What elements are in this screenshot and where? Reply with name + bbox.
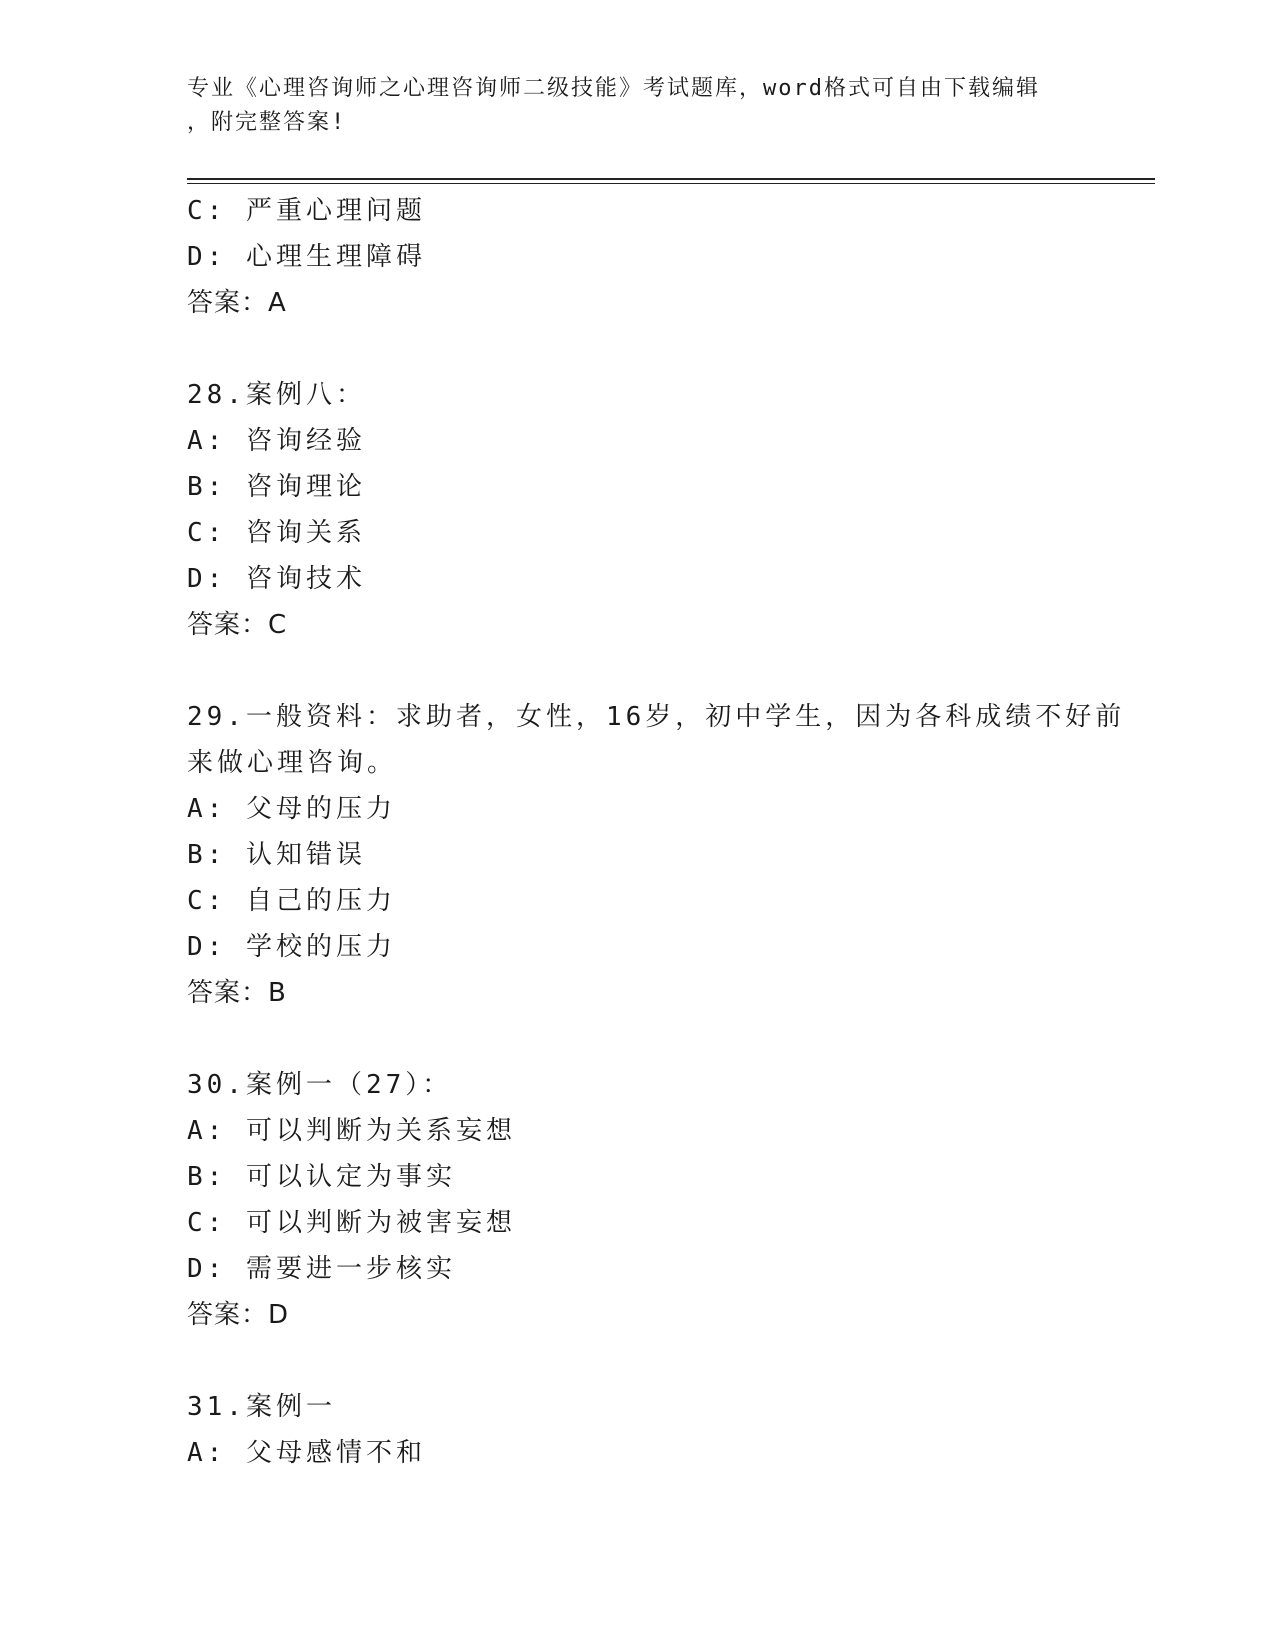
option-c: C: 自己的压力 [187,886,396,916]
option-c: C: 咨询关系 [187,518,366,548]
option-d: D: 学校的压力 [187,932,396,962]
question-27-tail [187,188,1087,326]
question-stem-line-2: 来做心理咨询。 [187,748,398,778]
header-title-line-1: 专业《心理咨询师之心理咨询师二级技能》考试题库，word格式可自由下载编辑 [187,76,1040,101]
option-b: B: 认知错误 [187,840,366,870]
answer-text: 答案：C [187,610,288,640]
option-a: A: 父母感情不和 [187,1438,426,1468]
question-stem: 31.案例一 [187,1392,336,1422]
option-a: A: 父母的压力 [187,794,396,824]
question-31 [187,1384,1087,1476]
header-title-line-2: ，附完整答案! [187,110,347,135]
option-b: B: 咨询理论 [187,472,366,502]
option-a: A: 可以判断为关系妄想 [187,1116,516,1146]
spacer [187,1338,1087,1384]
option-d: D: 需要进一步核实 [187,1254,456,1284]
spacer [187,648,1087,694]
question-29 [187,694,1126,1016]
spacer [187,1016,1087,1062]
question-28 [187,372,1087,648]
header-divider-thick [187,178,1155,180]
answer-text: 答案：D [187,1300,290,1330]
option-c: C: 可以判断为被害妄想 [187,1208,516,1238]
header-divider-thin [187,183,1155,184]
option-c: C: 严重心理问题 [187,196,426,226]
option-a: A: 咨询经验 [187,426,366,456]
option-b: B: 可以认定为事实 [187,1162,456,1192]
spacer [187,326,1087,372]
question-stem-line-1: 29.一般资料：求助者，女性，16岁，初中学生，因为各科成绩不好前 [187,702,1126,732]
answer-text: 答案：B [187,978,287,1008]
question-stem: 28.案例八： [187,380,366,410]
option-d: D: 心理生理障碍 [187,242,426,272]
document-header [187,72,1087,140]
question-list [187,188,1126,1476]
option-d: D: 咨询技术 [187,564,366,594]
question-stem: 30.案例一（27）： [187,1070,453,1100]
answer-text: 答案：A [187,288,287,318]
question-30 [187,1062,1087,1338]
